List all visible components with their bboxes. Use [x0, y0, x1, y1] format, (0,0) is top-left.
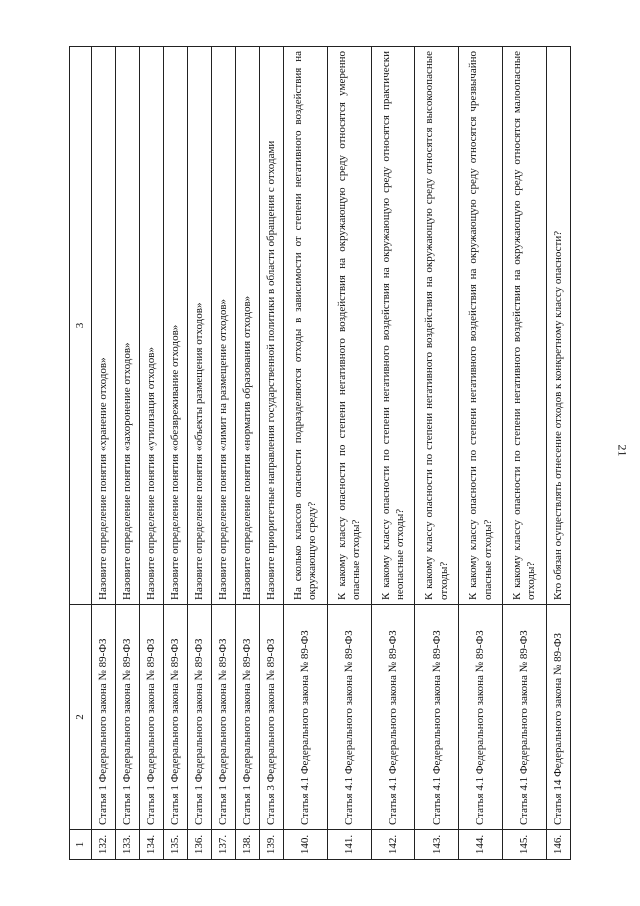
- row-question: Назовите определение понятия «хранение отходов»: [92, 47, 116, 605]
- row-number: 141.: [327, 830, 371, 860]
- row-article: Статья 1 Федерального закона № 89-ФЗ: [211, 605, 235, 830]
- row-question: К какому классу опасности по степени негативного воздействия на окружающую среду относятся высокоопасные отходы?: [415, 47, 459, 605]
- page-number: 21: [615, 444, 630, 457]
- header-col-3: 3: [70, 47, 92, 605]
- row-article: Статья 1 Федерального закона № 89-ФЗ: [115, 605, 139, 830]
- row-number: 140.: [283, 830, 327, 860]
- table-row: [163, 47, 187, 860]
- row-article: Статья 4.1 Федерального закона № 89-ФЗ: [283, 605, 327, 830]
- row-article: Статья 4.1 Федерального закона № 89-ФЗ: [371, 605, 415, 830]
- row-number: 135.: [163, 830, 187, 860]
- table-row: [415, 47, 459, 860]
- table-row: [259, 47, 283, 860]
- row-number: 144.: [459, 830, 503, 860]
- questions-table: [69, 46, 571, 860]
- row-number: 138.: [235, 830, 259, 860]
- row-article: Статья 1 Федерального закона № 89-ФЗ: [92, 605, 116, 830]
- table-header-row: [70, 47, 92, 860]
- table-body: [92, 47, 571, 860]
- row-number: 145.: [503, 830, 547, 860]
- row-number: 133.: [115, 830, 139, 860]
- row-question: Кто обязан осуществлять отнесение отходов к конкретному классу опасности?: [546, 47, 570, 605]
- row-question: К какому классу опасности по степени негативного воздействия на окружающую среду относятся малоопасные отходы?: [503, 47, 547, 605]
- row-question: К какому классу опасности по степени негативного воздействия на окружающую среду относятся практически неопасные отходы?: [371, 47, 415, 605]
- row-number: 143.: [415, 830, 459, 860]
- table-row: [139, 47, 163, 860]
- table-row: [371, 47, 415, 860]
- row-article: Статья 4.1 Федерального закона № 89-ФЗ: [503, 605, 547, 830]
- table-row: [187, 47, 211, 860]
- row-number: 136.: [187, 830, 211, 860]
- row-article: Статья 1 Федерального закона № 89-ФЗ: [163, 605, 187, 830]
- row-article: Статья 4.1 Федерального закона № 89-ФЗ: [415, 605, 459, 830]
- row-question: На сколько классов опасности подразделяются отходы в зависимости от степени негативного воздействия на окружающую среду?: [283, 47, 327, 605]
- table-row: [327, 47, 371, 860]
- row-article: Статья 1 Федерального закона № 89-ФЗ: [139, 605, 163, 830]
- table-row: [115, 47, 139, 860]
- row-number: 142.: [371, 830, 415, 860]
- row-question: Назовите определение понятия «лимит на размещение отходов»: [211, 47, 235, 605]
- table-row: [459, 47, 503, 860]
- row-question: Назовите определение понятия «захоронение отходов»: [115, 47, 139, 605]
- table-row: [235, 47, 259, 860]
- header-col-1: 1: [70, 830, 92, 860]
- row-question: Назовите приоритетные направления государственной политики в области обращения с отходами: [259, 47, 283, 605]
- row-number: 132.: [92, 830, 116, 860]
- row-number: 139.: [259, 830, 283, 860]
- table-row: [211, 47, 235, 860]
- row-question: Назовите определение понятия «обезвреживание отходов»: [163, 47, 187, 605]
- row-article: Статья 1 Федерального закона № 89-ФЗ: [187, 605, 211, 830]
- table-row: [92, 47, 116, 860]
- row-question: Назовите определение понятия «объекты размещения отходов»: [187, 47, 211, 605]
- row-number: 146.: [546, 830, 570, 860]
- row-article: Статья 14 Федерального закона № 89-ФЗ: [546, 605, 570, 830]
- row-article: Статья 4.1 Федерального закона № 89-ФЗ: [327, 605, 371, 830]
- row-number: 137.: [211, 830, 235, 860]
- row-article: Статья 3 Федерального закона № 89-ФЗ: [259, 605, 283, 830]
- row-question: Назовите определение понятия «норматив образования отходов»: [235, 47, 259, 605]
- header-col-2: 2: [70, 605, 92, 830]
- row-question: Назовите определение понятия «утилизация отходов»: [139, 47, 163, 605]
- row-article: Статья 1 Федерального закона № 89-ФЗ: [235, 605, 259, 830]
- row-article: Статья 4.1 Федерального закона № 89-ФЗ: [459, 605, 503, 830]
- row-number: 134.: [139, 830, 163, 860]
- table-row: [546, 47, 570, 860]
- table-row: [503, 47, 547, 860]
- row-question: К какому классу опасности по степени негативного воздействия на окружающую среду относятся умеренно опасные отходы?: [327, 47, 371, 605]
- table-row: [283, 47, 327, 860]
- row-question: К какому классу опасности по степени негативного воздействия на окружающую среду относятся чрезвычайно опасные отходы?: [459, 47, 503, 605]
- rotated-page-content: [69, 46, 571, 860]
